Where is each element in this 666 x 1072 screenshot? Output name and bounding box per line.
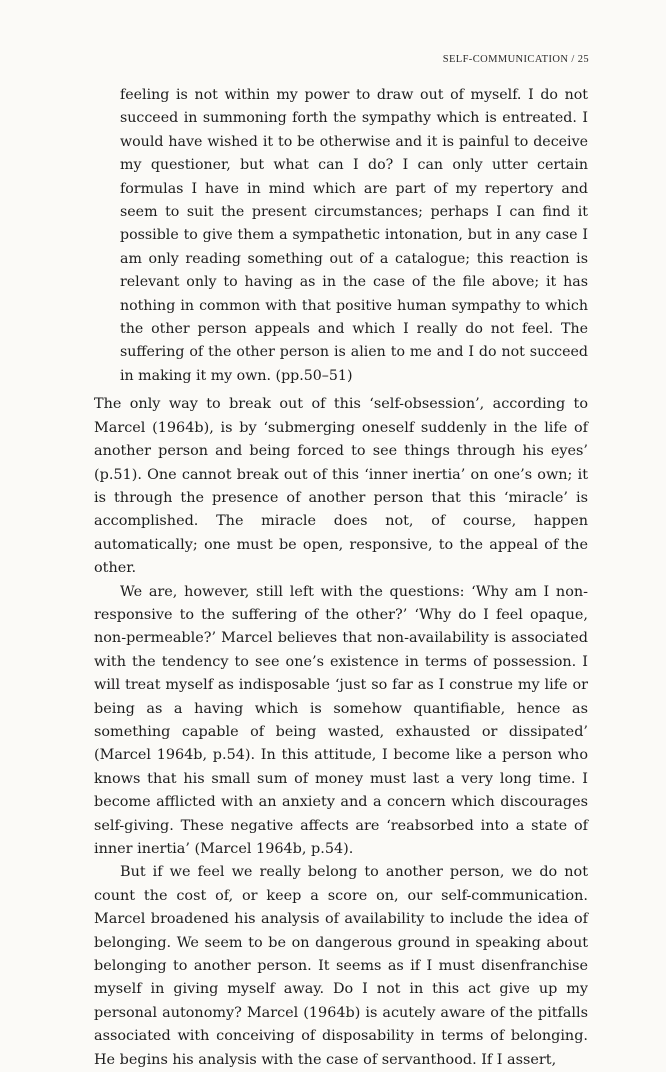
block-quote: feeling is not within my power to draw out of myself. I do not succeed in summoning forth the sympathy which is entreated. I would have wished it to be otherwise and it is painful to deceive my questioner, but what can I do? I can only utter certain formulas I have in mind which are part of my repertory and seem to suit the present circumstances; perhaps I can find it possible to give them a sympathetic intonation, but in any case I am only reading something out of a catalogue; this reaction is relevant only to having as in the case of the file above; it has nothing in common with that positive human sympathy to which the other person appeals and which I really do not feel. The suffering of the other person is alien to me and I do not succeed in making it my own. (pp.50–51) [120, 87, 588, 384]
page-body [94, 84, 588, 1072]
body-paragraph-1: The only way to break out of this ‘self-obsession’, according to Marcel (1964b), is by ‘submerging oneself suddenly in the life of another person and being forced to see things through his eyes’ (p.51). One cannot break out of this ‘inner inertia’ on one’s own; it is through the presence of another person that this ‘miracle’ is accomplished. The miracle does not, of course, happen automatically; one must be open, responsive, to the appeal of the other. [94, 396, 588, 577]
body-paragraph-3: But if we feel we really belong to another person, we do not count the cost of, or keep a score on, our self-communication. Marcel broadened his analysis of availability to include the idea of belonging. We seem to be on dangerous ground in speaking about belonging to another person. It seems as if I must disenfranchise myself in giving myself away. Do I not in this act give up my personal autonomy? Marcel (1964b) is acutely aware of the pitfalls associated with conceiving of disposability in terms of belonging. He begins his analysis with the case of servanthood. If I assert, [94, 864, 588, 1068]
body-paragraph-2: We are, however, still left with the questions: ‘Why am I non-responsive to the suffering of the other?’ ‘Why do I feel opaque, non-permeable?’ Marcel believes that non-availability is associated with the tendency to see one’s existence in terms of possession. I will treat myself as indisposable ‘just so far as I construe my life or being as a having which is somehow quantifiable, hence as something capable of being wasted, exhausted or dissipated’ (Marcel 1964b, p.54). In this attitude, I become like a person who knows that his small sum of money must last a very long time. I become afflicted with an anxiety and a concern which discourages self-giving. These negative affects are ‘reabsorbed into a state of inner inertia’ (Marcel 1964b, p.54). [94, 583, 588, 857]
running-head: SELF-COMMUNICATION / 25 [442, 54, 589, 65]
